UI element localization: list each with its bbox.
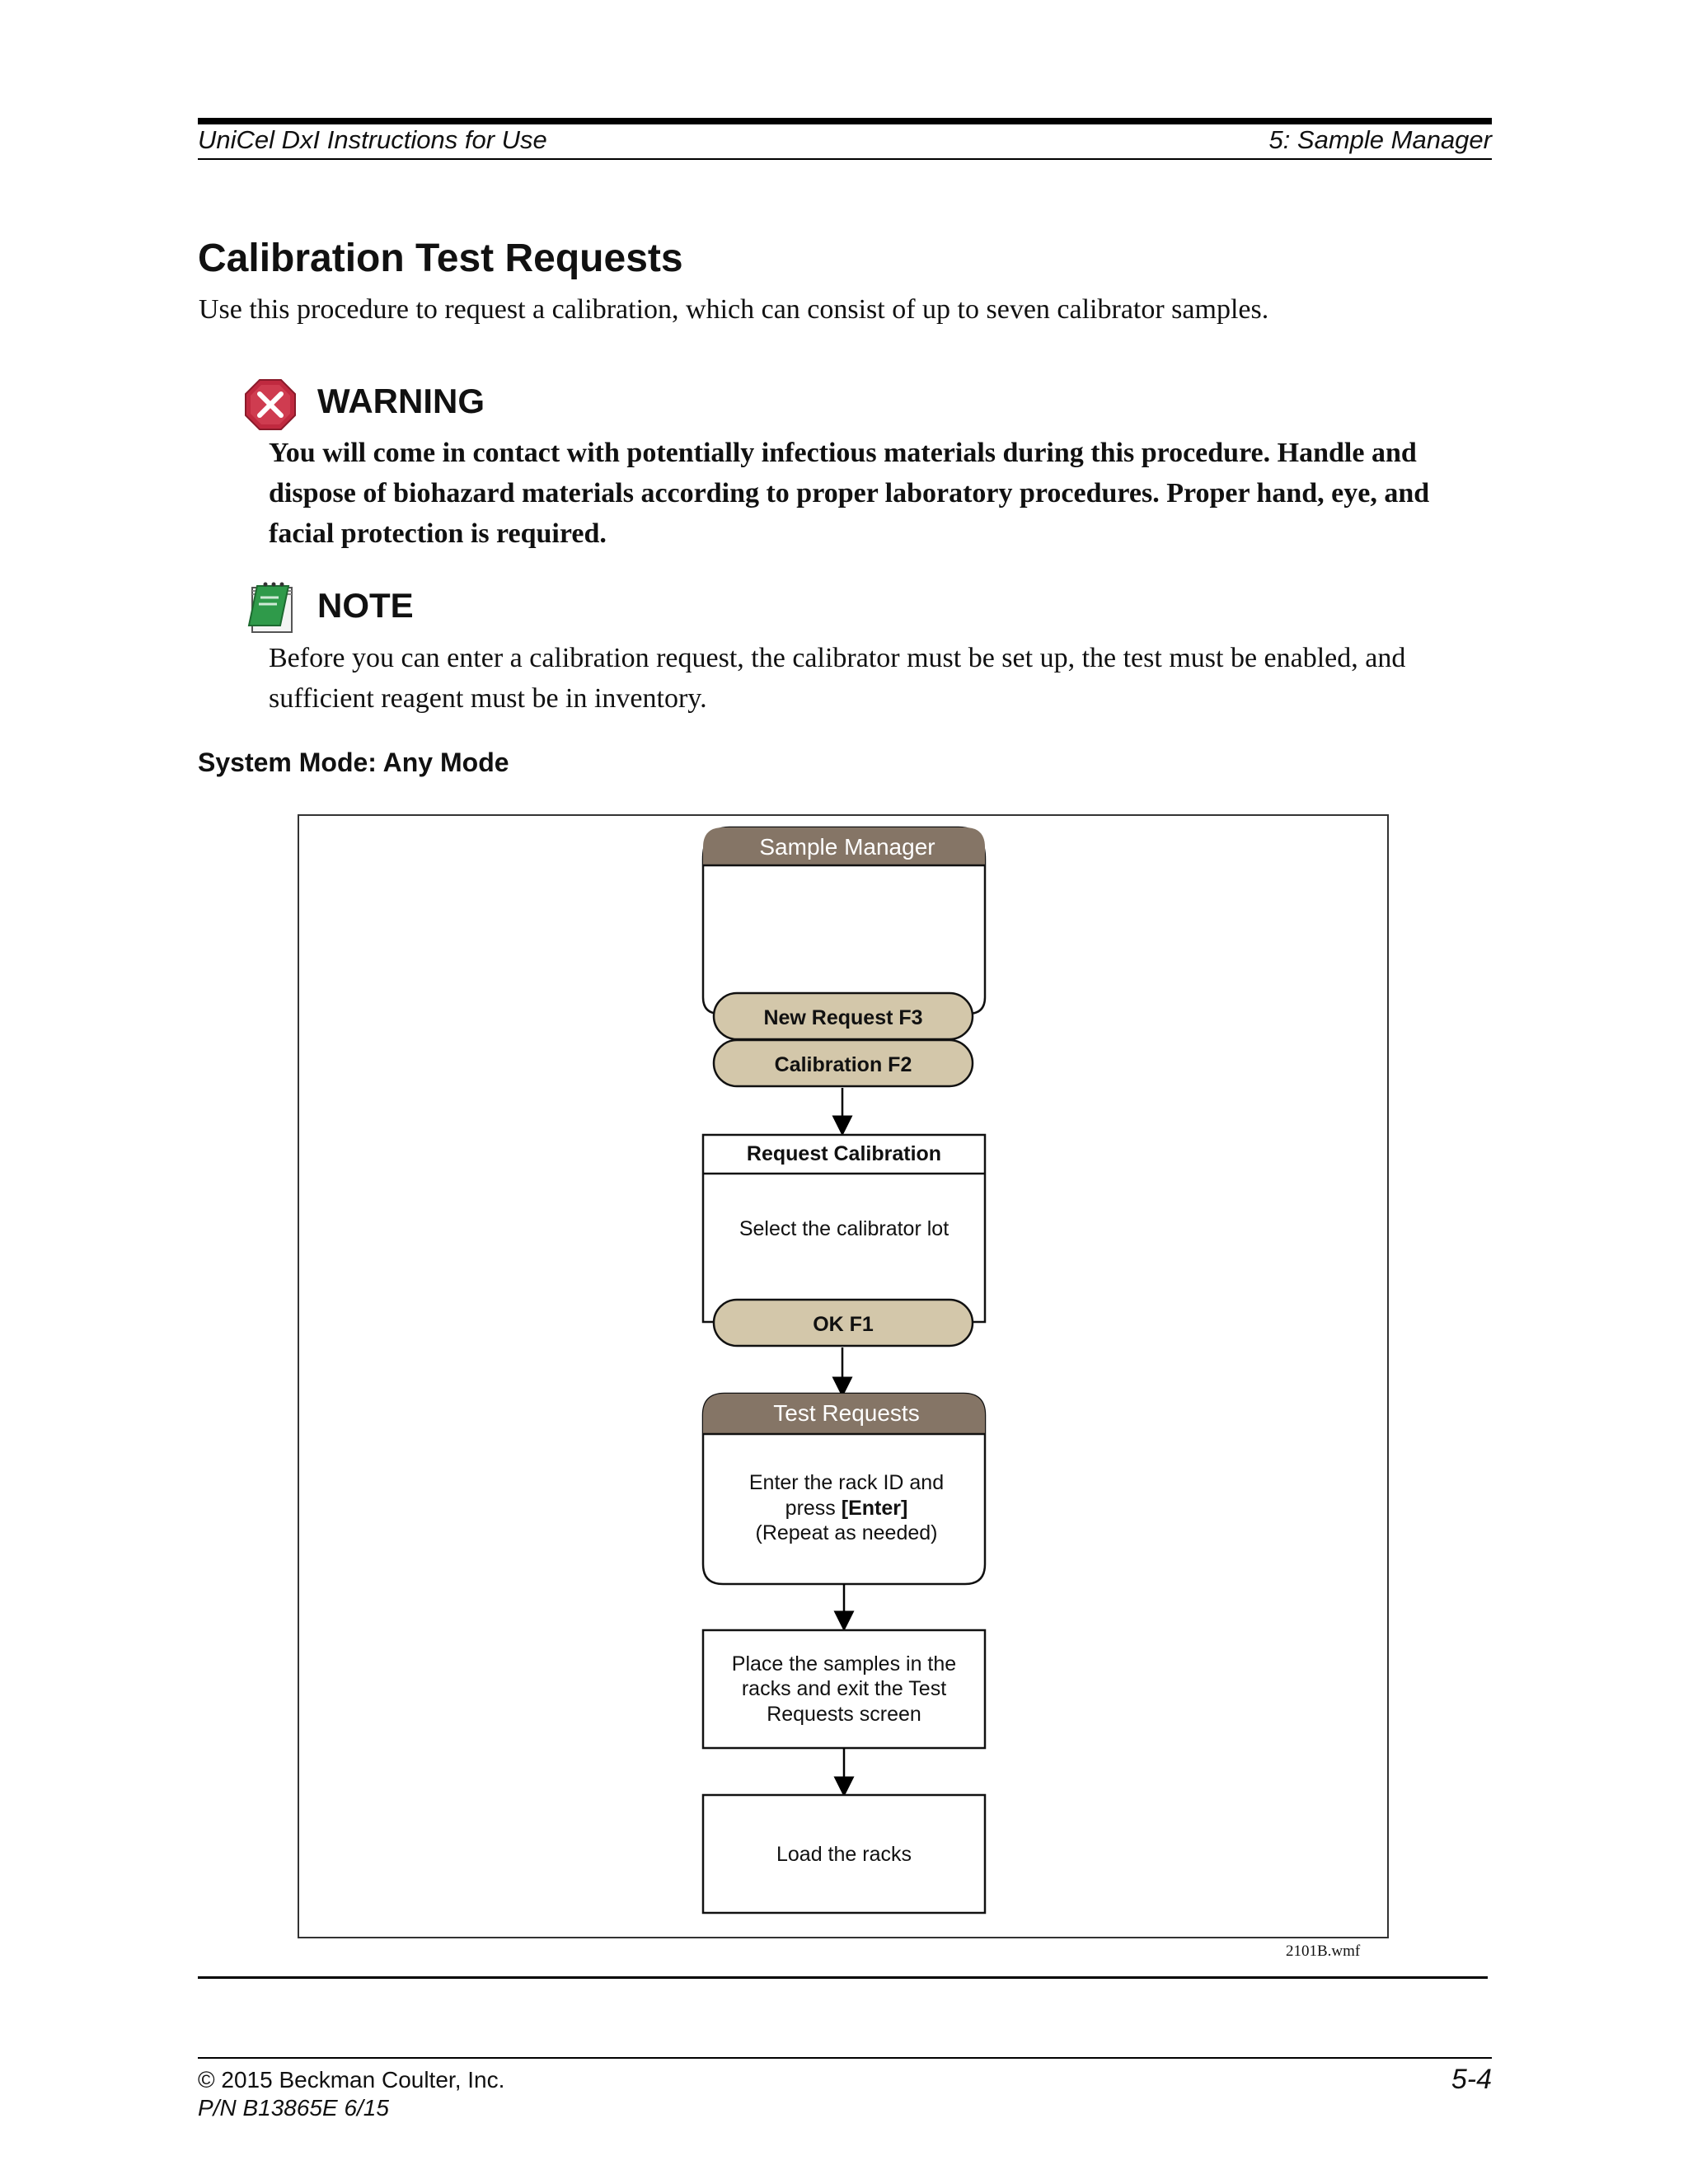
request-calibration-title: Request Calibration bbox=[746, 1142, 942, 1165]
page-title: Calibration Test Requests bbox=[198, 237, 683, 280]
section-end-rule bbox=[198, 1976, 1488, 1979]
request-calibration-instruction: Select the calibrator lot bbox=[738, 1217, 950, 1240]
header-chapter: 5: Sample Manager bbox=[1268, 125, 1492, 154]
note-text: Before you can enter a calibration request, the calibrator must be set up, the test must be enabled, and sufficient reagent must be in inventory. bbox=[269, 643, 1406, 714]
request-calibration-dialog bbox=[703, 1135, 985, 1322]
footer-part-number: P/N B13865E 6/15 bbox=[198, 2095, 389, 2121]
sample-manager-title: Sample Manager bbox=[759, 834, 935, 860]
warning-text: You will come in contact with potentially infectious materials during this procedure. Handle and dispose of biohazard materials according to proper laboratory procedures. Proper hand, eye, and facial protection is required. bbox=[269, 438, 1430, 549]
test-requests-title: Test Requests bbox=[773, 1400, 920, 1426]
load-racks-text: Load the racks bbox=[776, 1843, 912, 1866]
figure-id: 2101B.wmf bbox=[1286, 1943, 1361, 1960]
calibration-f2-label: Calibration F2 bbox=[774, 1053, 912, 1076]
place-samples-line-1: Place the samples in the bbox=[731, 1652, 957, 1675]
ok-f1-button[interactable] bbox=[714, 1300, 973, 1346]
footer-page-number: 5-4 bbox=[1451, 2064, 1492, 2095]
test-requests-line-1: Enter the rack ID and bbox=[748, 1471, 945, 1494]
test-requests-press-text: press bbox=[785, 1497, 842, 1520]
place-samples-line-2: racks and exit the Test bbox=[741, 1677, 947, 1700]
place-samples-line-3: Requests screen bbox=[767, 1703, 921, 1726]
ok-f1-label: OK F1 bbox=[813, 1313, 874, 1336]
test-requests-line-3: (Repeat as needed) bbox=[755, 1521, 938, 1544]
sample-manager-screen bbox=[703, 827, 985, 1014]
warning-title: WARNING bbox=[317, 382, 485, 420]
note-title: NOTE bbox=[317, 586, 414, 625]
load-racks-step bbox=[703, 1795, 985, 1913]
system-mode-label: System Mode: Any Mode bbox=[198, 748, 509, 777]
footer-copyright: © 2015 Beckman Coulter, Inc. bbox=[198, 2067, 505, 2093]
footer-rule bbox=[198, 2057, 1492, 2059]
intro-paragraph: Use this procedure to request a calibration, which can consist of up to seven calibrator samples. bbox=[199, 294, 1269, 325]
test-requests-screen bbox=[703, 1394, 985, 1584]
new-request-f3-button[interactable] bbox=[714, 993, 973, 1039]
enter-key-label: [Enter] bbox=[841, 1497, 908, 1520]
test-requests-line-2 bbox=[785, 1497, 908, 1520]
new-request-f3-label: New Request F3 bbox=[763, 1006, 923, 1029]
place-samples-step bbox=[703, 1630, 985, 1748]
calibration-f2-button[interactable] bbox=[714, 1040, 973, 1086]
header-document-title: UniCel DxI Instructions for Use bbox=[198, 125, 547, 154]
